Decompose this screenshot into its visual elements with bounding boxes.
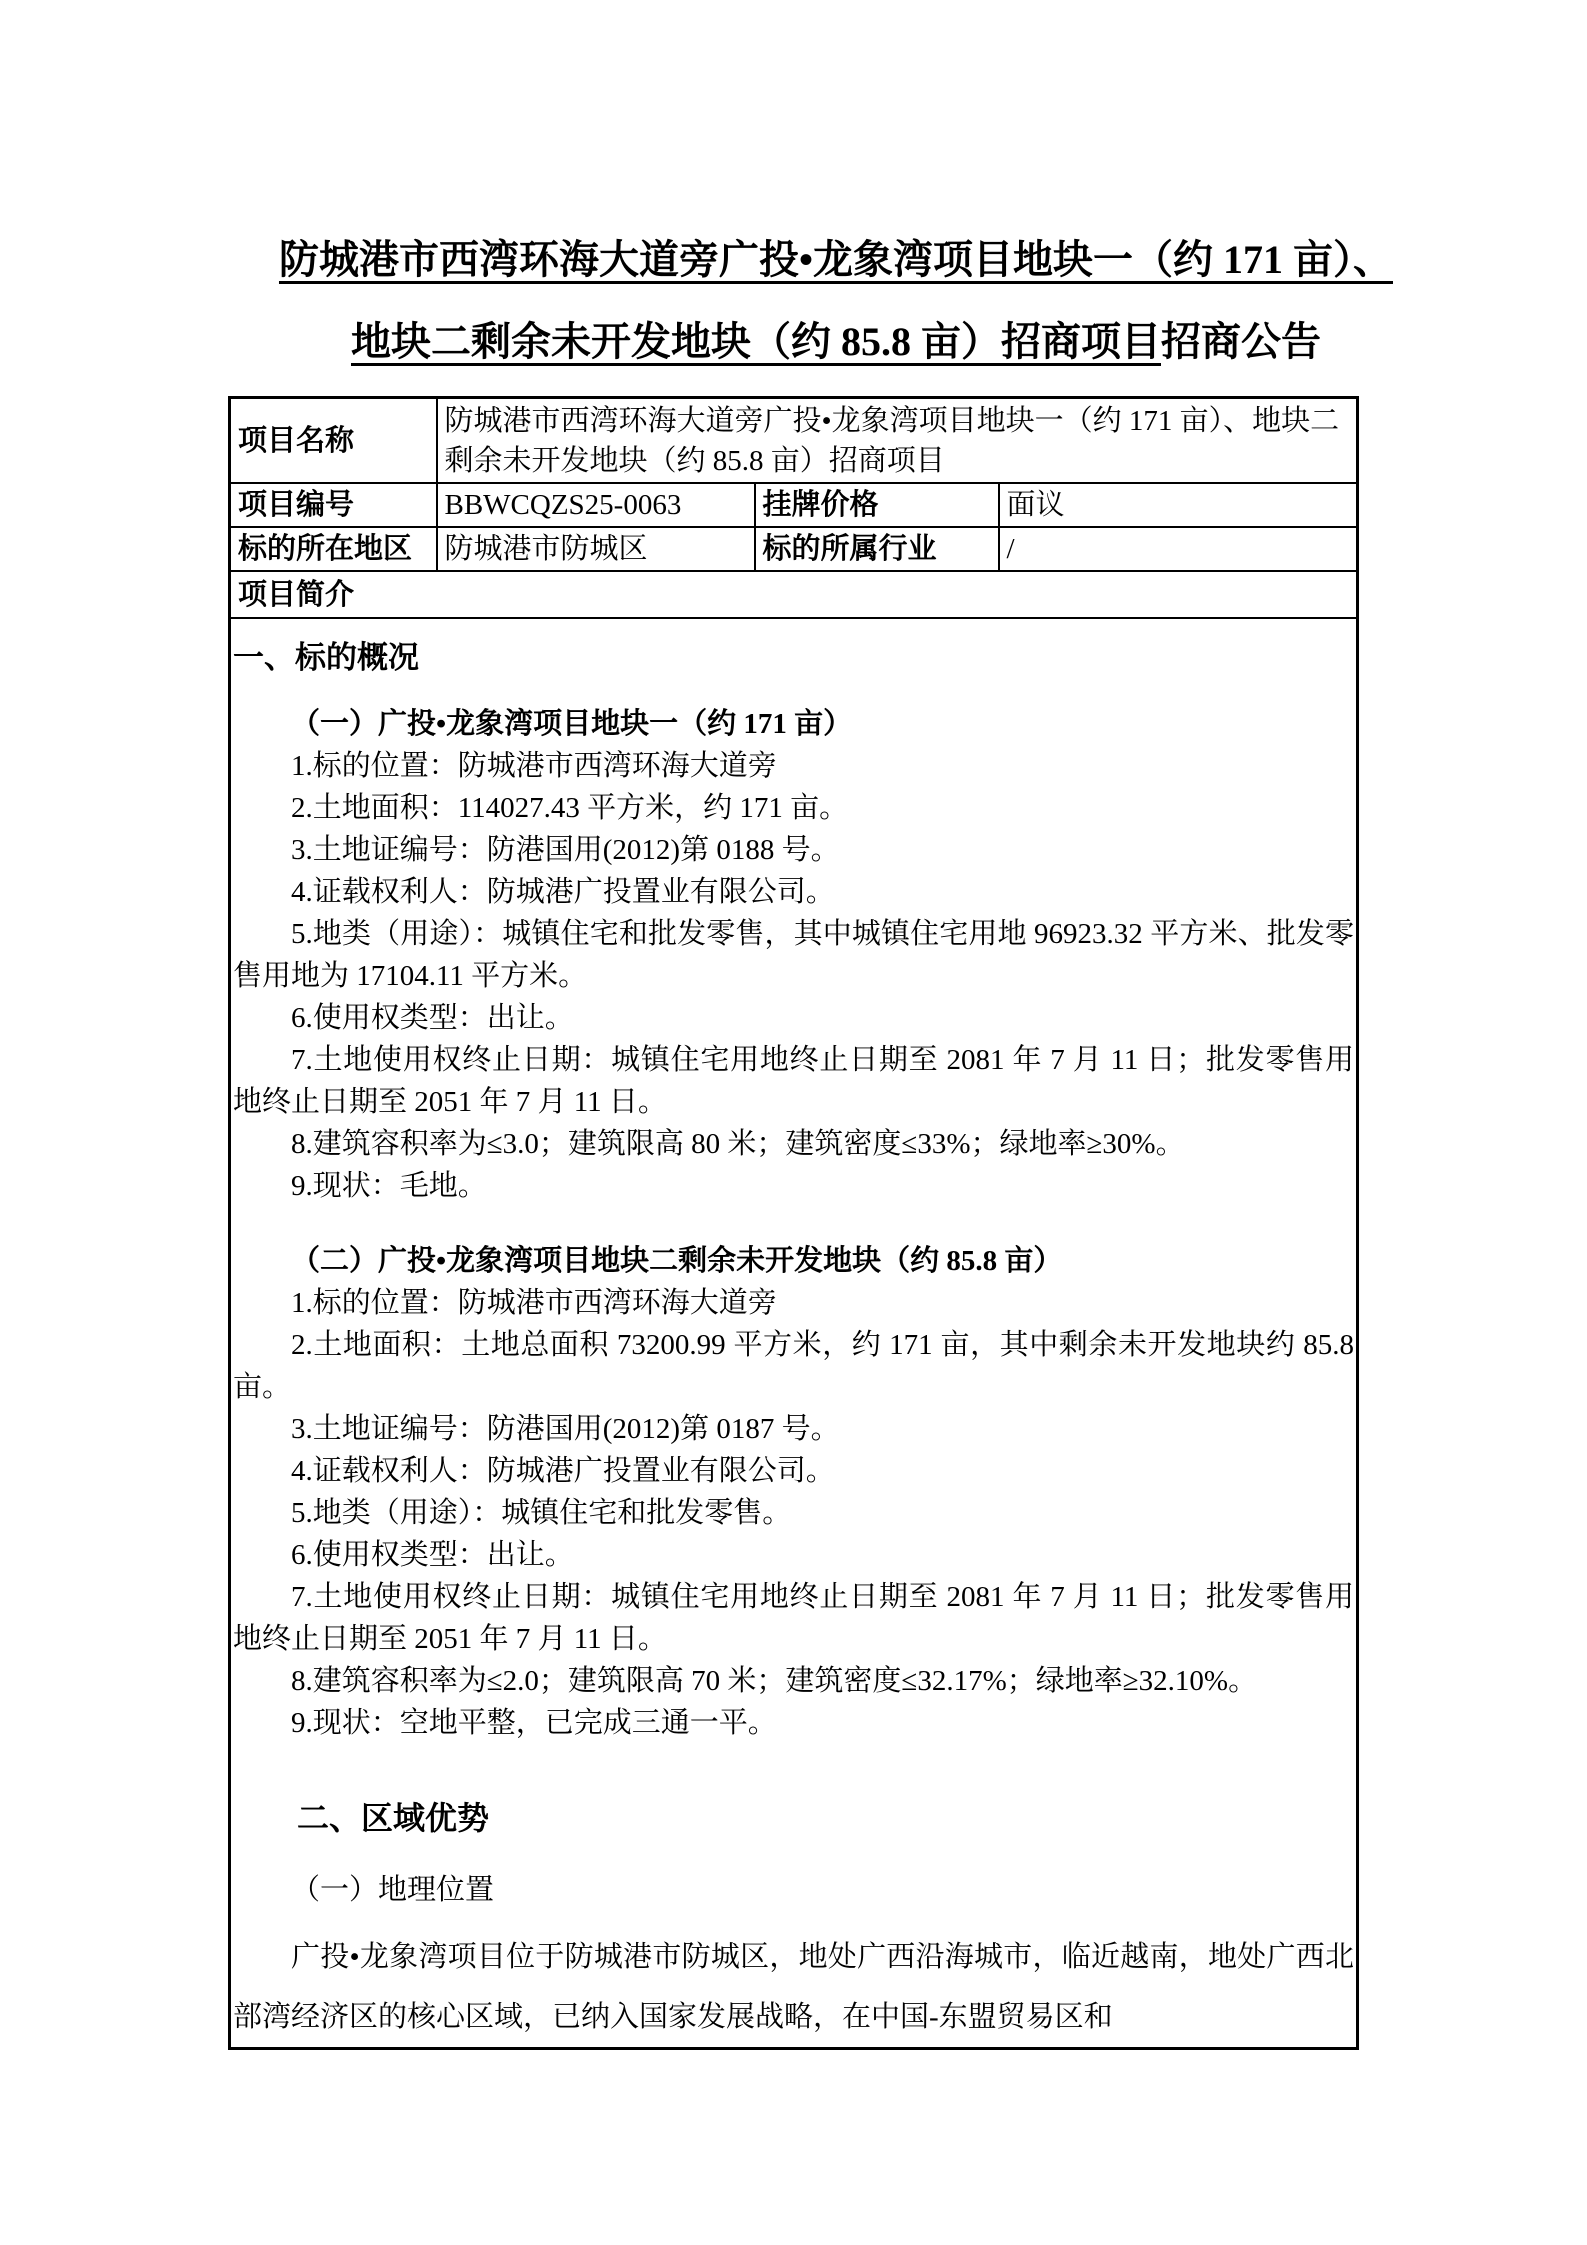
document-title bbox=[230, 236, 1442, 366]
project-body-content bbox=[233, 637, 1354, 2047]
plot1-item-owner: 4.证载权利人：防城港广投置业有限公司。 bbox=[291, 876, 835, 908]
section-1-heading: 一、标的概况 bbox=[233, 640, 419, 675]
plot1-item-area: 2.土地面积：114027.43 平方米，约 171 亩。 bbox=[291, 792, 849, 824]
plot2-item-right-type: 6.使用权类型：出让。 bbox=[291, 1539, 574, 1571]
plot1-item-expiry: 7.土地使用权终止日期：城镇住宅用地终止日期至 2081 年 7 月 11 日；批发零售用地终止日期至 2051 年 7 月 11 日。 bbox=[233, 1044, 1354, 1118]
plot1-item-ratios: 8.建筑容积率为≤3.0；建筑限高 80 米；建筑密度≤33%；绿地率≥30%。 bbox=[291, 1128, 1185, 1160]
industry-value: / bbox=[999, 527, 1358, 571]
row-project-body bbox=[230, 618, 1358, 2049]
project-name-value: 防城港市西湾环海大道旁广投•龙象湾项目地块一（约 171 亩）、地块二剩余未开发地块（约 85.8 亩）招商项目 bbox=[437, 398, 1358, 484]
title-line-2-underlined-text: 地块二剩余未开发地块（约 85.8 亩）招商项目 bbox=[351, 319, 1161, 364]
plot1-item-location: 1.标的位置：防城港市西湾环海大道旁 bbox=[291, 750, 777, 782]
subsection-2-heading: （二）广投•龙象湾项目地块二剩余未开发地块（约 85.8 亩） bbox=[291, 1245, 1063, 1277]
row-project-intro bbox=[230, 571, 1358, 618]
subsection-3-heading: （一）地理位置 bbox=[291, 1874, 495, 1906]
industry-label: 标的所属行业 bbox=[755, 527, 999, 571]
project-body-cell bbox=[230, 618, 1358, 2049]
plot2-item-expiry: 7.土地使用权终止日期：城镇住宅用地终止日期至 2081 年 7 月 11 日；批发零售用地终止日期至 2051 年 7 月 11 日。 bbox=[233, 1581, 1354, 1655]
project-intro-label: 项目简介 bbox=[230, 571, 1358, 618]
plot2-item-land-use: 5.地类（用途）：城镇住宅和批发零售。 bbox=[291, 1497, 792, 1529]
plot1-item-right-type: 6.使用权类型：出让。 bbox=[291, 1002, 574, 1034]
region-advantage-paragraph: 广投•龙象湾项目位于防城港市防城区，地处广西沿海城市，临近越南，地处广西北部湾经济区的核心区域，已纳入国家发展战略，在中国-东盟贸易区和 bbox=[233, 1941, 1354, 2033]
location-label: 标的所在地区 bbox=[230, 527, 437, 571]
plot2-item-status: 9.现状：空地平整，已完成三通一平。 bbox=[291, 1707, 777, 1739]
row-location bbox=[230, 527, 1358, 571]
title-line-2-rest-text: 招商公告 bbox=[1161, 319, 1321, 364]
section-2-heading: 二、区域优势 bbox=[297, 1800, 490, 1836]
plot1-item-certificate: 3.土地证编号：防港国用(2012)第 0188 号。 bbox=[291, 834, 840, 866]
row-project-number bbox=[230, 483, 1358, 527]
plot1-item-land-use: 5.地类（用途）：城镇住宅和批发零售，其中城镇住宅用地 96923.32 平方米、批发零售用地为 17104.11 平方米。 bbox=[233, 918, 1354, 992]
plot2-item-location: 1.标的位置：防城港市西湾环海大道旁 bbox=[291, 1287, 777, 1319]
title-line-2 bbox=[230, 318, 1442, 366]
plot2-item-area: 2.土地面积：土地总面积 73200.99 平方米，约 171 亩，其中剩余未开发地块约 85.8 亩。 bbox=[233, 1329, 1354, 1403]
project-name-label: 项目名称 bbox=[230, 398, 437, 484]
project-number-value: BBWCQZS25-0063 bbox=[437, 483, 755, 527]
project-number-label: 项目编号 bbox=[230, 483, 437, 527]
plot2-item-ratios: 8.建筑容积率为≤2.0；建筑限高 70 米；建筑密度≤32.17%；绿地率≥32.10%。 bbox=[291, 1665, 1258, 1697]
row-project-name bbox=[230, 398, 1358, 484]
plot2-item-certificate: 3.土地证编号：防港国用(2012)第 0187 号。 bbox=[291, 1413, 840, 1445]
title-line-1 bbox=[230, 236, 1442, 284]
plot2-item-owner: 4.证载权利人：防城港广投置业有限公司。 bbox=[291, 1455, 835, 1487]
listing-price-label: 挂牌价格 bbox=[755, 483, 999, 527]
project-info-table bbox=[228, 396, 1359, 2050]
plot1-item-status: 9.现状：毛地。 bbox=[291, 1170, 487, 1202]
subsection-1-heading: （一）广投•龙象湾项目地块一（约 171 亩） bbox=[291, 708, 853, 740]
location-value: 防城港市防城区 bbox=[437, 527, 755, 571]
title-line-1-text: 防城港市西湾环海大道旁广投•龙象湾项目地块一（约 171 亩）、 bbox=[278, 237, 1393, 282]
listing-price-value: 面议 bbox=[999, 483, 1358, 527]
